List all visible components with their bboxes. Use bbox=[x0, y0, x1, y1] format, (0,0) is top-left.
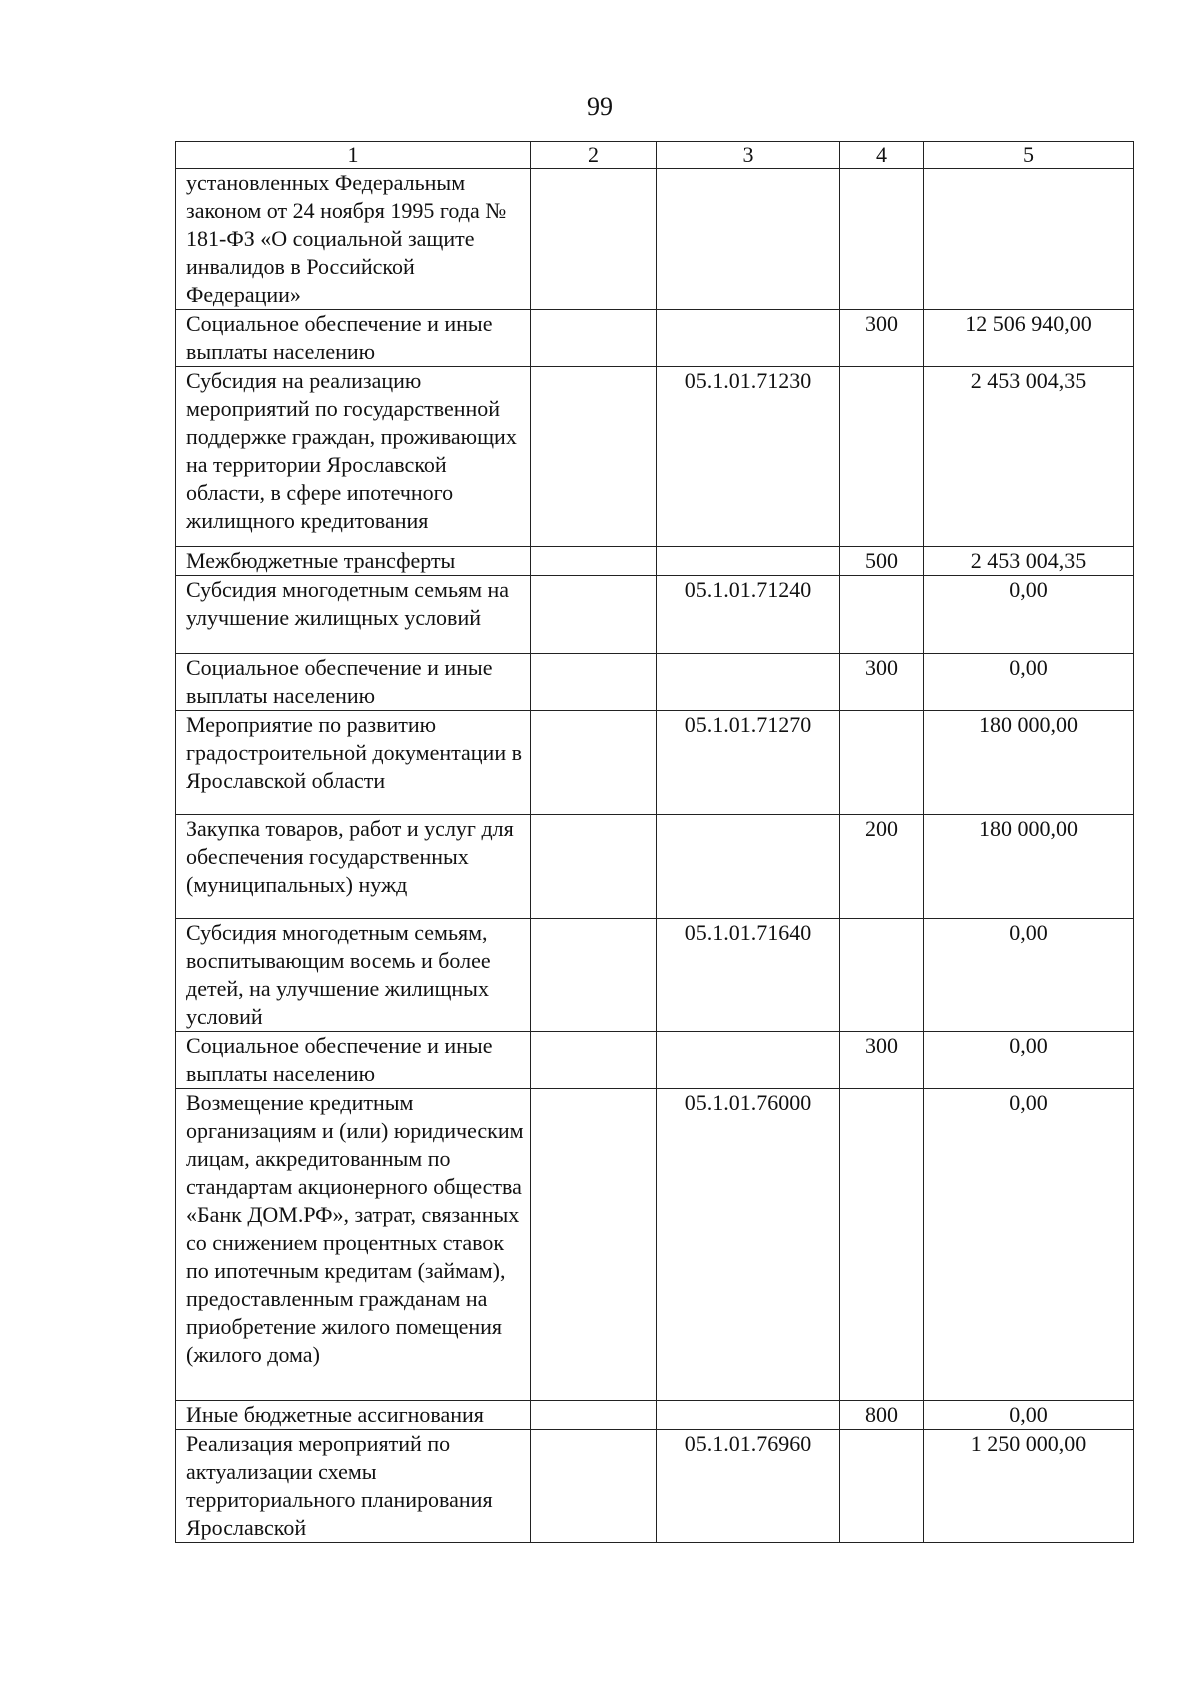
row-name-cell: Мероприятие по развитию градостроительной документации в Ярославской области bbox=[176, 711, 531, 815]
row-amount-cell: 180 000,00 bbox=[924, 711, 1134, 815]
row-col2-cell bbox=[531, 1089, 657, 1401]
table-row bbox=[176, 815, 1134, 919]
page-number: 99 bbox=[587, 92, 613, 121]
row-name-cell: Реализация мероприятий по актуализации схемы территориального планирования Ярославской bbox=[176, 1430, 531, 1543]
table-row bbox=[176, 1032, 1134, 1089]
table-row bbox=[176, 1430, 1134, 1543]
table-row bbox=[176, 919, 1134, 1032]
row-code-cell bbox=[657, 169, 840, 310]
row-amount-cell: 0,00 bbox=[924, 1401, 1134, 1430]
row-type-cell bbox=[840, 711, 924, 815]
row-amount-cell: 0,00 bbox=[924, 576, 1134, 654]
row-code-cell bbox=[657, 310, 840, 367]
row-code-cell bbox=[657, 654, 840, 711]
row-amount-cell: 2 453 004,35 bbox=[924, 547, 1134, 576]
row-name-cell: Возмещение кредитным организациям и (или) юридическим лицам, аккредитованным по стандартам акционерного общества «Банк ДОМ.РФ», затрат, связанных со снижением процентных ставок по ипотечным кредитам (займам), предоставленным гражданам на приобретение жилого помещения (жилого дома) bbox=[176, 1089, 531, 1401]
row-type-cell: 300 bbox=[840, 310, 924, 367]
row-col2-cell bbox=[531, 310, 657, 367]
row-name-cell: Закупка товаров, работ и услуг для обеспечения государственных (муниципальных) нужд bbox=[176, 815, 531, 919]
row-amount-cell: 1 250 000,00 bbox=[924, 1430, 1134, 1543]
row-code-cell: 05.1.01.76960 bbox=[657, 1430, 840, 1543]
row-name-cell: Социальное обеспечение и иные выплаты населению bbox=[176, 654, 531, 711]
row-amount-cell: 0,00 bbox=[924, 1089, 1134, 1401]
row-name-cell: Субсидия многодетным семьям, воспитывающим восемь и более детей, на улучшение жилищных условий bbox=[176, 919, 531, 1032]
table-row bbox=[176, 711, 1134, 815]
row-type-cell bbox=[840, 1089, 924, 1401]
row-col2-cell bbox=[531, 547, 657, 576]
row-col2-cell bbox=[531, 1401, 657, 1430]
row-code-cell bbox=[657, 1401, 840, 1430]
row-type-cell: 200 bbox=[840, 815, 924, 919]
row-type-cell bbox=[840, 367, 924, 547]
row-code-cell bbox=[657, 815, 840, 919]
row-code-cell: 05.1.01.71270 bbox=[657, 711, 840, 815]
column-header-5: 5 bbox=[924, 142, 1134, 169]
table-header-row bbox=[176, 142, 1134, 169]
column-header-2: 2 bbox=[531, 142, 657, 169]
row-name-cell: Социальное обеспечение и иные выплаты населению bbox=[176, 310, 531, 367]
row-type-cell: 300 bbox=[840, 1032, 924, 1089]
row-name-cell: установленных Федеральным законом от 24 ноября 1995 года № 181-ФЗ «О социальной защите инвалидов в Российской Федерации» bbox=[176, 169, 531, 310]
column-header-3: 3 bbox=[657, 142, 840, 169]
row-code-cell bbox=[657, 547, 840, 576]
row-col2-cell bbox=[531, 654, 657, 711]
row-name-cell: Межбюджетные трансферты bbox=[176, 547, 531, 576]
table-row bbox=[176, 576, 1134, 654]
row-type-cell: 800 bbox=[840, 1401, 924, 1430]
row-col2-cell bbox=[531, 919, 657, 1032]
budget-table bbox=[175, 141, 1134, 1543]
row-type-cell bbox=[840, 1430, 924, 1543]
table-row bbox=[176, 310, 1134, 367]
row-name-cell: Иные бюджетные ассигнования bbox=[176, 1401, 531, 1430]
column-header-4: 4 bbox=[840, 142, 924, 169]
row-type-cell bbox=[840, 169, 924, 310]
table-row bbox=[176, 169, 1134, 310]
row-amount-cell: 2 453 004,35 bbox=[924, 367, 1134, 547]
table-row bbox=[176, 367, 1134, 547]
row-code-cell: 05.1.01.76000 bbox=[657, 1089, 840, 1401]
row-name-cell: Субсидия на реализацию мероприятий по государственной поддержке граждан, проживающих на территории Ярославской области, в сфере ипотечного жилищного кредитования bbox=[176, 367, 531, 547]
row-col2-cell bbox=[531, 576, 657, 654]
row-type-cell: 500 bbox=[840, 547, 924, 576]
row-type-cell bbox=[840, 919, 924, 1032]
row-amount-cell: 0,00 bbox=[924, 919, 1134, 1032]
column-header-1: 1 bbox=[176, 142, 531, 169]
table-row bbox=[176, 1401, 1134, 1430]
row-code-cell bbox=[657, 1032, 840, 1089]
table-row bbox=[176, 547, 1134, 576]
row-type-cell bbox=[840, 576, 924, 654]
row-col2-cell bbox=[531, 815, 657, 919]
row-code-cell: 05.1.01.71640 bbox=[657, 919, 840, 1032]
row-type-cell: 300 bbox=[840, 654, 924, 711]
row-col2-cell bbox=[531, 711, 657, 815]
row-code-cell: 05.1.01.71240 bbox=[657, 576, 840, 654]
row-amount-cell bbox=[924, 169, 1134, 310]
row-name-cell: Субсидия многодетным семьям на улучшение жилищных условий bbox=[176, 576, 531, 654]
row-col2-cell bbox=[531, 367, 657, 547]
row-code-cell: 05.1.01.71230 bbox=[657, 367, 840, 547]
row-amount-cell: 0,00 bbox=[924, 1032, 1134, 1089]
row-amount-cell: 0,00 bbox=[924, 654, 1134, 711]
row-col2-cell bbox=[531, 169, 657, 310]
row-col2-cell bbox=[531, 1430, 657, 1543]
row-col2-cell bbox=[531, 1032, 657, 1089]
row-amount-cell: 12 506 940,00 bbox=[924, 310, 1134, 367]
row-amount-cell: 180 000,00 bbox=[924, 815, 1134, 919]
row-name-cell: Социальное обеспечение и иные выплаты населению bbox=[176, 1032, 531, 1089]
table-row bbox=[176, 1089, 1134, 1401]
table-row bbox=[176, 654, 1134, 711]
